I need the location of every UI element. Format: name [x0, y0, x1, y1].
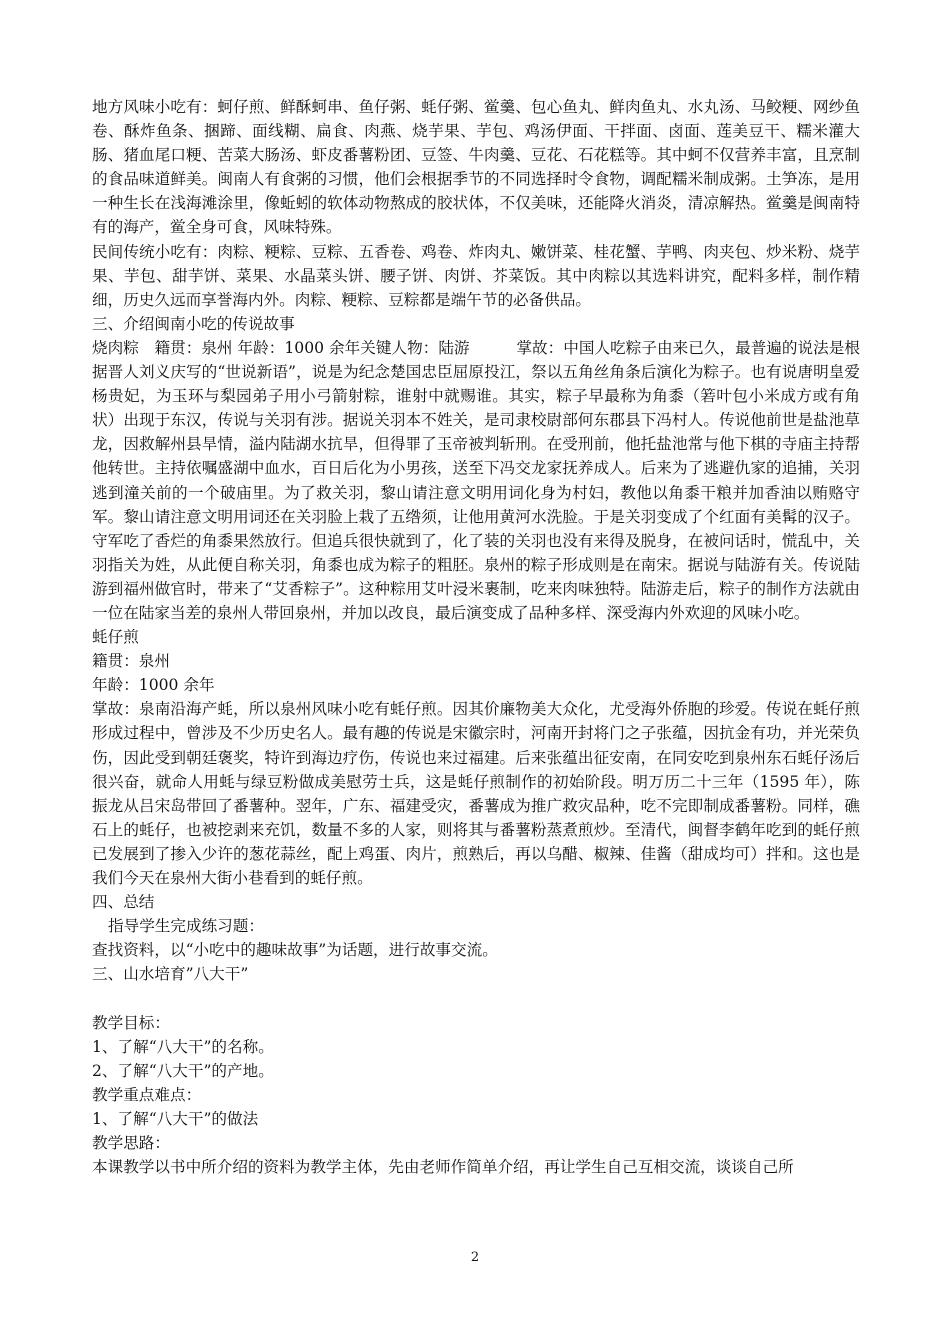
summary-task: 查找资料，以“小吃中的趣味故事”为话题，进行故事交流。	[92, 941, 498, 960]
paragraph-oyster-story: 掌故：泉南沿海产蚝，所以泉州风味小吃有蚝仔煎。因其价廉物美大众化，尤受海外侨胞的珍爱。传说在蚝仔煎形成过程中，曾涉及不少历史名人。最有趣的传说是宋徽宗时，河南开封将门之子张蕴，因抗金有功，并光荣负伤，因此受到朝廷褒奖，特许到海边疗伤，传说也来过福建。后来张蕴出征安南，在同安吃到泉州东石蚝仔汤后很兴奋，就命人用蚝与绿豆粉做成美慰劳士兵，这是蚝仔煎制作的初始阶段。明万历二十三年（1595 年），陈振龙从吕宋岛带回了番薯种。翌年，广东、福建受灾，番薯成为推广救灾品种，吃不完即制成番薯粉。同样，礁石上的蚝仔，也被挖剥来充饥，数量不多的人家，则将其与番薯粉蒸煮煎炒。至清代，闽督李鹤年吃到的蚝仔煎已发展到了掺入少许的葱花蒜丝，配上鸡蛋、肉片，煎熟后，再以乌醋、椒辣、佳酱（甜成均可）拌和。这也是我们今天在泉州大街小巷看到的蚝仔煎。	[92, 700, 860, 887]
page-number: 2	[470, 1250, 480, 1265]
document-page	[92, 95, 860, 1179]
teaching-approach-heading: 教学思路：	[92, 1134, 170, 1153]
section-heading-eight-dried: 三、山水培育”八大干”	[92, 965, 249, 984]
paragraph-local-snacks: 地方风味小吃有：蚵仔煎、鲜酥蚵串、鱼仔粥、蚝仔粥、鲎羹、包心鱼丸、鲜肉鱼丸、水丸汤、马鲛粳、网纱鱼卷、酥炸鱼条、捆蹄、面线糊、扁食、肉燕、烧芋果、芋包、鸡汤伊面、干拌面、卤面、莲美豆干、糯米灌大肠、猪血尾口粳、苦菜大肠汤、虾皮番薯粉团、豆签、牛肉羹、豆花、石花糕等。其中蚵不仅营养丰富，且烹制的食品味道鲜美。闽南人有食粥的习惯，他们会根据季节的不同选择时令食物，调配糯米制成粥。土笋冻，是用一种生长在浅海滩涂里，像蚯蚓的软体动物熬成的胶状体，不仅美味，还能降火消炎，清凉解热。鲎羹是闽南特有的海产，鲎全身可食，风味特殊。	[92, 98, 860, 237]
subheading-oyster-omelet: 蚝仔煎	[92, 628, 139, 647]
section-heading-summary: 四、总结	[92, 893, 155, 912]
teaching-key-point-item: 1、了解“八大干”的做法	[92, 1109, 259, 1128]
summary-instruction: 指导学生完成练习题：	[108, 917, 264, 936]
section-heading-legends: 三、介绍闽南小吃的传说故事	[92, 314, 295, 333]
teaching-goal-item: 1、了解“八大干”的名称。	[92, 1037, 274, 1056]
teaching-goal-item: 2、了解“八大干”的产地。	[92, 1061, 274, 1080]
teaching-approach-text: 本课教学以书中所介绍的资料为教学主体，先由老师作简单介绍，再让学生自己互相交流，谈谈自己所	[92, 1158, 794, 1177]
teaching-key-points-heading: 教学重点难点：	[92, 1085, 202, 1104]
oyster-origin-line: 籍贯：泉州	[92, 652, 170, 671]
teaching-goals-heading: 教学目标：	[92, 1013, 170, 1032]
oyster-age-line: 年龄：1000 余年	[92, 676, 215, 695]
paragraph-zongzi-story: 烧肉粽 籍贯：泉州 年龄：1000 余年关键人物：陆游 掌故：中国人吃粽子由来已久，最普遍的说法是根据晋人刘义庆写的“世说新语”，说是为纪念楚国忠臣屈原投江，祭以五角丝角条后演化为粽子。也有说唐明皇爱杨贵妃，为玉环与梨园弟子用小弓箭射粽，谁射中就赐谁。其实，粽子早最称为角黍（箬叶包小米成方或有角状）出现于东汉，传说与关羽有涉。据说关羽本不姓关，是司隶校尉部何东郡县下冯村人。传说他前世是盐池草龙，因救解州县旱情，溢内陆湖水抗旱，但得罪了玉帝被判斩刑。在受刑前，他托盐池常与他下棋的寺庙主持帮他转世。主持依嘱盛湖中血水，百日后化为小男孩，送至下冯交龙家抚养成人。后来为了逃避仇家的追捕，关羽逃到潼关前的一个破庙里。为了救关羽，黎山请注意文明用词化身为村妇，教他以角黍干粮并加香油以贿赂守军。黎山请注意文明用词还在关羽脸上栽了五绺须，让他用黄河水洗脸。于是关羽变成了个红面有美髯的汉子。守军吃了香烂的角黍果然放行。但追兵很快就到了，化了装的关羽也没有来得及脱身，在被问话时，慌乱中，关羽指关为姓，从此便自称关羽，角黍也成为粽子的粗胚。泉州的粽子形成则是在南宋。据说与陆游有关。传说陆游到福州做官时，带来了“艾香粽子”。这种粽用艾叶浸米裹制，吃来肉味独特。陆游走后，粽子的制作方法就由一位在陆家当差的泉州人带回泉州，并加以改良，最后演变成了品种多样、深受海内外欢迎的风味小吃。	[92, 338, 860, 622]
paragraph-folk-snacks: 民间传统小吃有：肉粽、粳粽、豆粽、五香卷、鸡卷、炸肉丸、嫩饼菜、桂花蟹、芋鸭、肉夹包、炒米粉、烧芋果、芋包、甜芋饼、菜果、水晶菜头饼、腰子饼、肉饼、芥菜饭。其中肉粽以其选料讲究，配料多样，制作精细，历史久远而享誉海内外。肉粽、粳粽、豆粽都是端午节的必备供品。	[92, 242, 860, 309]
blank-line	[92, 986, 860, 1010]
